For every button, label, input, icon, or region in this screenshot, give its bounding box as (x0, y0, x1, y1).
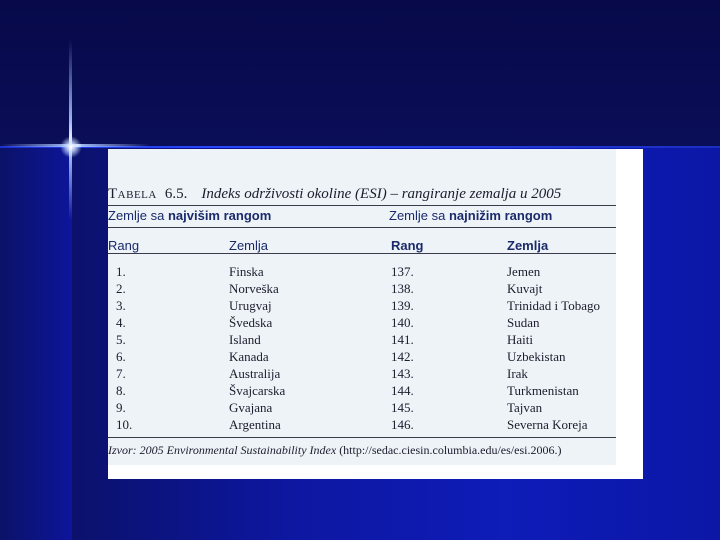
country-low: Tajvan (507, 400, 543, 415)
group-header-lowest-prefix: Zemlje sa (389, 208, 449, 223)
group-header-highest-prefix: Zemlje sa (108, 208, 168, 223)
source-label: Izvor: 2005 Environmental Sustainability Index (108, 443, 337, 457)
slide-title-area (0, 0, 720, 148)
table-body (108, 264, 616, 434)
rank-low: 139. (391, 298, 414, 313)
table-image (108, 149, 616, 465)
rank-high: 5. (116, 332, 126, 347)
table-row (108, 332, 616, 349)
country-high: Island (229, 332, 261, 347)
rank-low: 146. (391, 417, 414, 432)
country-low: Irak (507, 366, 528, 381)
rank-high: 4. (116, 315, 126, 330)
country-low: Turkmenistan (507, 383, 579, 398)
rank-high: 3. (116, 298, 126, 313)
sparkle-star-icon (60, 136, 82, 158)
source-url: (http://sedac.ciesin.columbia.edu/es/esi.2006.) (336, 443, 562, 457)
country-low: Kuvajt (507, 281, 543, 296)
col-header-rank-high: Rang (108, 238, 140, 253)
table-row (108, 400, 616, 417)
group-header-highest-bold: najvišim rangom (167, 208, 272, 223)
sparkle-star-icon-vertical (69, 40, 72, 220)
country-high: Urugvaj (229, 298, 272, 313)
country-high: Švedska (229, 315, 273, 330)
rank-low: 140. (391, 315, 414, 330)
caption-title: Indeks održivosti okoline (ESI) – rangiranje zemalja u 2005 (201, 186, 562, 202)
table-rule-top (108, 205, 616, 206)
slide-left-band (0, 148, 72, 540)
table-row (108, 264, 616, 281)
country-high: Finska (229, 264, 264, 279)
rank-low: 145. (391, 400, 414, 415)
table-row (108, 298, 616, 315)
table-rule-header (108, 253, 616, 254)
country-high: Australija (229, 366, 281, 381)
group-header-lowest (389, 208, 552, 223)
col-header-country-high: Zemlja (229, 238, 269, 253)
country-high: Argentina (229, 417, 281, 432)
rank-low: 144. (391, 383, 414, 398)
caption-label: Tabela (108, 186, 157, 202)
image-frame-right (616, 149, 643, 479)
rank-high: 8. (116, 383, 126, 398)
country-high: Kanada (229, 349, 269, 364)
rank-high: 2. (116, 281, 126, 296)
caption-number: 6.5. (164, 186, 188, 202)
table-row (108, 349, 616, 366)
col-header-country-low: Zemlja (507, 238, 549, 253)
table-row (108, 281, 616, 298)
table-row (108, 383, 616, 400)
country-high: Švajcarska (229, 383, 286, 398)
country-high: Gvajana (229, 400, 273, 415)
country-low: Trinidad i Tobago (507, 298, 600, 313)
country-low: Severna Koreja (507, 417, 588, 432)
table-rule-bottom (108, 437, 616, 438)
country-low: Uzbekistan (507, 349, 566, 364)
rank-high: 1. (116, 264, 126, 279)
table-row (108, 366, 616, 383)
country-low: Sudan (507, 315, 540, 330)
table-row (108, 315, 616, 332)
group-header-highest (108, 208, 271, 223)
country-high: Norveška (229, 281, 279, 296)
country-low: Haiti (507, 332, 533, 347)
rank-low: 138. (391, 281, 414, 296)
country-low: Jemen (507, 264, 541, 279)
col-header-rank-low: Rang (391, 238, 424, 253)
table-rule-group (108, 227, 616, 228)
rank-low: 143. (391, 366, 414, 381)
image-frame-bottom (108, 465, 643, 479)
group-header-lowest-bold: najnižim rangom (448, 208, 553, 223)
rank-low: 142. (391, 349, 414, 364)
rank-high: 10. (116, 417, 133, 432)
rank-high: 6. (116, 349, 126, 364)
rank-high: 7. (116, 366, 126, 381)
table-row (108, 417, 616, 434)
table-caption (108, 186, 561, 203)
rank-high: 9. (116, 400, 126, 415)
rank-low: 137. (391, 264, 414, 279)
rank-low: 141. (391, 332, 414, 347)
table-source (108, 443, 561, 458)
